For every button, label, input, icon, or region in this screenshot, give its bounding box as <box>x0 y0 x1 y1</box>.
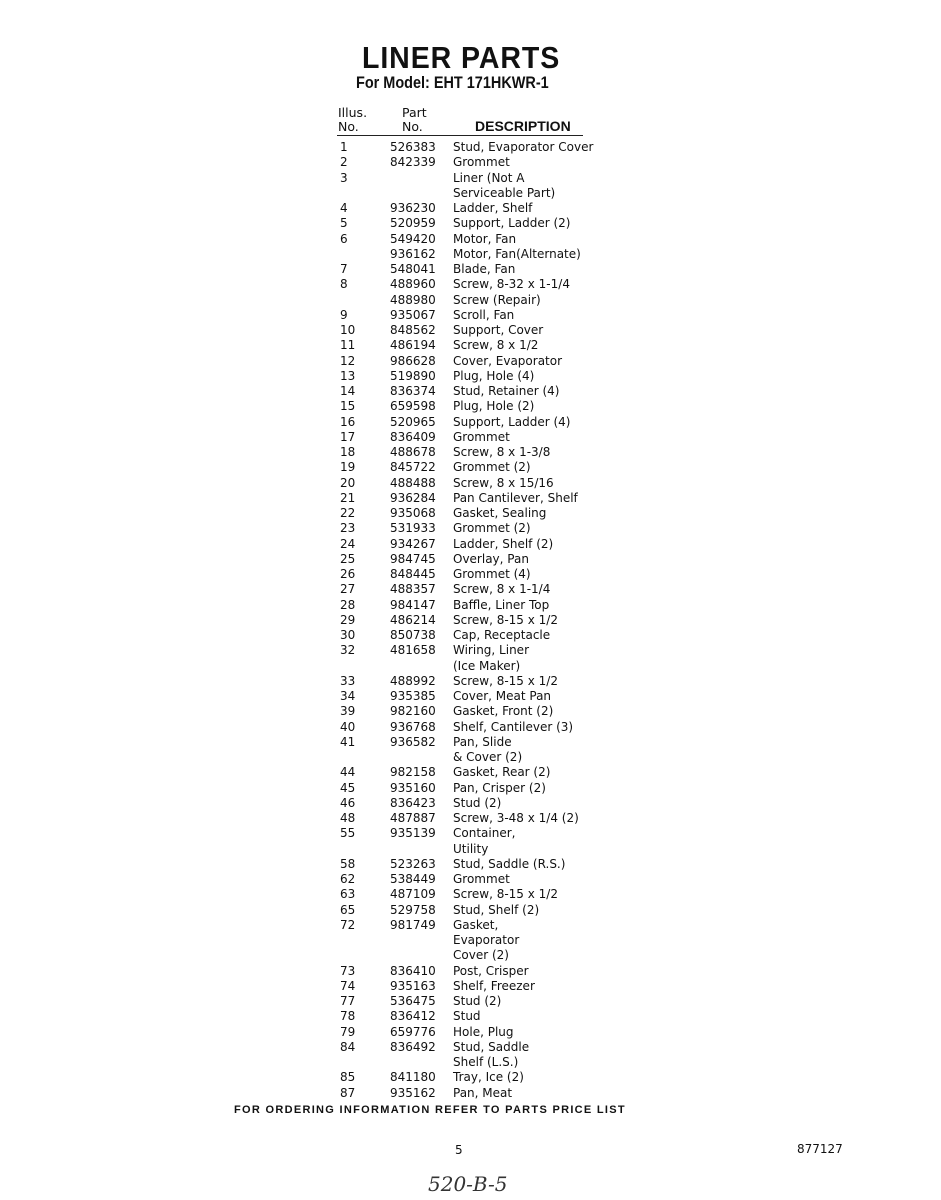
description: Post, Crisper <box>453 963 529 978</box>
table-row <box>0 826 941 857</box>
part-no: 488960 <box>390 277 436 292</box>
part-no: 488980 <box>390 292 436 307</box>
illus-no: 16 <box>340 414 356 429</box>
table-row <box>0 247 941 262</box>
part-no: 836412 <box>390 1009 436 1024</box>
illus-no: 62 <box>340 872 356 886</box>
illus-no: 32 <box>340 643 356 658</box>
part-no: 841180 <box>390 1070 436 1085</box>
table-row <box>0 918 941 964</box>
ordering-footer: FOR ORDERING INFORMATION REFER TO PARTS PRICE LIST <box>234 1104 626 1116</box>
part-no: 520965 <box>390 414 436 429</box>
table-row <box>0 567 941 582</box>
illus-no: 24 <box>340 536 356 551</box>
description: Pan, Crisper (2) <box>453 780 546 795</box>
table-row <box>0 506 941 521</box>
illus-no: 26 <box>340 567 356 581</box>
table-row <box>0 216 941 231</box>
part-no: 519890 <box>390 368 436 383</box>
illus-no: 84 <box>340 1039 356 1054</box>
table-row <box>0 598 941 613</box>
part-no: 934267 <box>390 536 436 551</box>
illus-no: 17 <box>340 429 356 444</box>
part-no: 935139 <box>390 826 436 841</box>
illus-no: 39 <box>340 704 356 719</box>
illus-no: 14 <box>340 384 356 398</box>
illus-no: 10 <box>340 323 356 337</box>
illus-no: 3 <box>340 170 348 185</box>
table-row <box>0 628 941 643</box>
illus-no: 18 <box>340 445 356 459</box>
part-no: 936162 <box>390 246 436 261</box>
part-no: 936230 <box>390 201 436 215</box>
illus-no: 27 <box>340 582 356 597</box>
illus-no: 33 <box>340 673 356 688</box>
illus-no: 65 <box>340 902 356 917</box>
table-row <box>0 613 941 628</box>
part-no: 549420 <box>390 231 436 246</box>
part-no: 538449 <box>390 872 436 886</box>
description: Grommet <box>453 872 510 886</box>
part-no: 836410 <box>390 963 436 978</box>
part-no: 936284 <box>390 490 436 505</box>
illus-no: 58 <box>340 856 356 871</box>
table-row <box>0 704 941 719</box>
part-no: 520959 <box>390 216 436 231</box>
illus-no: 87 <box>340 1085 356 1100</box>
part-no: 935068 <box>390 506 436 520</box>
description: Stud, Evaporator Cover <box>453 140 594 154</box>
table-row <box>0 643 941 674</box>
illus-no: 28 <box>340 597 356 612</box>
header-part-line2: No. <box>402 119 423 134</box>
table-row <box>0 140 941 155</box>
illus-no: 4 <box>340 201 348 215</box>
description: Support, Cover <box>453 323 544 337</box>
description: Container, Utility <box>453 826 516 856</box>
table-row <box>0 262 941 277</box>
illus-no: 77 <box>340 994 356 1008</box>
part-no: 936768 <box>390 719 436 734</box>
table-row <box>0 781 941 796</box>
description: Plug, Hole (4) <box>453 368 535 383</box>
part-no: 935385 <box>390 689 436 703</box>
description: Gasket, Sealing <box>453 506 547 520</box>
illus-no: 23 <box>340 521 356 536</box>
handwritten-note: 520-B-5 <box>428 1172 508 1196</box>
description: Gasket, Rear (2) <box>453 765 551 780</box>
part-no: 481658 <box>390 643 436 658</box>
illus-no: 20 <box>340 475 356 490</box>
description: Cap, Receptacle <box>453 628 551 642</box>
illus-no: 21 <box>340 490 356 505</box>
illus-no: 1 <box>340 140 348 154</box>
table-row <box>0 537 941 552</box>
description: Grommet (2) <box>453 460 531 475</box>
illus-no: 11 <box>340 338 356 353</box>
table-row <box>0 582 941 597</box>
table-row <box>0 460 941 475</box>
part-no: 935160 <box>390 780 436 795</box>
description: Overlay, Pan <box>453 551 529 566</box>
table-row <box>0 903 941 918</box>
description: Tray, Ice (2) <box>453 1070 524 1085</box>
part-no: 986628 <box>390 353 436 368</box>
description: Ladder, Shelf (2) <box>453 536 554 551</box>
table-row <box>0 369 941 384</box>
description: Cover, Meat Pan <box>453 689 552 703</box>
table-row <box>0 735 941 766</box>
part-no: 845722 <box>390 460 436 475</box>
document-number: 877127 <box>797 1142 843 1156</box>
illus-no: 6 <box>340 231 348 246</box>
description: Ladder, Shelf <box>453 201 533 215</box>
illus-no: 34 <box>340 689 356 703</box>
part-no: 836409 <box>390 429 436 444</box>
table-row <box>0 674 941 689</box>
header-description: DESCRIPTION <box>475 118 571 134</box>
table-row <box>0 201 941 216</box>
part-no: 836423 <box>390 795 436 810</box>
part-no: 848445 <box>390 567 436 581</box>
description: Pan, Slide & Cover (2) <box>453 734 523 764</box>
description: Stud (2) <box>453 795 502 810</box>
description: Hole, Plug <box>453 1024 514 1039</box>
part-no: 531933 <box>390 521 436 536</box>
description: Shelf, Cantilever (3) <box>453 719 574 734</box>
part-no: 836374 <box>390 384 436 398</box>
table-row <box>0 430 941 445</box>
illus-no: 46 <box>340 795 356 810</box>
description: Stud, Saddle Shelf (L.S.) <box>453 1039 530 1069</box>
table-row <box>0 277 941 292</box>
table-row <box>0 308 941 323</box>
table-row <box>0 521 941 536</box>
table-row <box>0 1009 941 1024</box>
description: Grommet (2) <box>453 521 531 536</box>
table-row <box>0 994 941 1009</box>
model-subtitle: For Model: EHT 171HKWR-1 <box>356 73 549 92</box>
table-row <box>0 552 941 567</box>
description: Stud, Saddle (R.S.) <box>453 856 566 871</box>
description: Pan Cantilever, Shelf <box>453 490 578 505</box>
table-row <box>0 476 941 491</box>
description: Pan, Meat <box>453 1085 513 1100</box>
part-no: 548041 <box>390 262 436 276</box>
table-row <box>0 811 941 826</box>
parts-table <box>0 140 941 1101</box>
description: Stud <box>453 1009 481 1024</box>
description: Screw, 8-15 x 1/2 <box>453 887 558 902</box>
table-row <box>0 887 941 902</box>
description: Screw, 8-15 x 1/2 <box>453 612 558 627</box>
description: Screw, 3-48 x 1/4 (2) <box>453 811 579 825</box>
part-no: 487109 <box>390 887 436 902</box>
part-no: 982160 <box>390 704 436 719</box>
illus-no: 44 <box>340 765 356 780</box>
illus-no: 73 <box>340 963 356 978</box>
table-row <box>0 1040 941 1071</box>
table-row <box>0 232 941 247</box>
illus-no: 9 <box>340 307 348 322</box>
part-no: 488488 <box>390 475 436 490</box>
description: Wiring, Liner (Ice Maker) <box>453 643 529 673</box>
part-no: 981749 <box>390 917 436 932</box>
part-no: 488357 <box>390 582 436 597</box>
table-row <box>0 445 941 460</box>
description: Screw, 8 x 1-3/8 <box>453 445 551 459</box>
part-no: 486214 <box>390 612 436 627</box>
header-illus <box>338 106 367 134</box>
description: Grommet (4) <box>453 567 531 581</box>
part-no: 486194 <box>390 338 436 353</box>
table-row <box>0 872 941 887</box>
page-number: 5 <box>455 1143 463 1157</box>
part-no: 984147 <box>390 597 436 612</box>
part-no: 984745 <box>390 551 436 566</box>
part-no: 536475 <box>390 994 436 1008</box>
table-row <box>0 1025 941 1040</box>
part-no: 982158 <box>390 765 436 780</box>
part-no: 523263 <box>390 856 436 871</box>
illus-no: 5 <box>340 216 348 231</box>
illus-no: 72 <box>340 917 356 932</box>
table-row <box>0 979 941 994</box>
header-part <box>402 106 427 134</box>
illus-no: 30 <box>340 628 356 642</box>
illus-no: 41 <box>340 734 356 749</box>
description: Liner (Not A Serviceable Part) <box>453 170 556 200</box>
description: Plug, Hole (2) <box>453 399 535 414</box>
description: Motor, Fan(Alternate) <box>453 246 581 261</box>
table-row <box>0 415 941 430</box>
description: Baffle, Liner Top <box>453 597 550 612</box>
table-row <box>0 293 941 308</box>
header-illus-line2: No. <box>338 119 359 134</box>
table-row <box>0 354 941 369</box>
illus-no: 2 <box>340 155 348 170</box>
description: Grommet <box>453 429 510 444</box>
table-row <box>0 171 941 202</box>
description: Screw, 8 x 1-1/4 <box>453 582 551 597</box>
part-no: 842339 <box>390 155 436 170</box>
part-no: 659776 <box>390 1024 436 1039</box>
description: Cover, Evaporator <box>453 353 563 368</box>
illus-no: 63 <box>340 887 356 902</box>
part-no: 935067 <box>390 307 436 322</box>
illus-no: 12 <box>340 353 356 368</box>
table-row <box>0 765 941 780</box>
table-row <box>0 689 941 704</box>
description: Screw (Repair) <box>453 292 541 307</box>
table-row <box>0 1086 941 1101</box>
description: Grommet <box>453 155 510 170</box>
header-part-line1: Part <box>402 105 427 120</box>
description: Stud, Retainer (4) <box>453 384 560 398</box>
page-title: LINER PARTS <box>362 40 561 75</box>
part-no: 850738 <box>390 628 436 642</box>
part-no: 936582 <box>390 734 436 749</box>
illus-no: 29 <box>340 612 356 627</box>
description: Scroll, Fan <box>453 307 515 322</box>
description: Support, Ladder (4) <box>453 414 571 429</box>
illus-no: 78 <box>340 1009 356 1024</box>
part-no: 935162 <box>390 1085 436 1100</box>
table-row <box>0 1070 941 1085</box>
description: Blade, Fan <box>453 262 516 276</box>
part-no: 529758 <box>390 902 436 917</box>
part-no: 935163 <box>390 978 436 993</box>
part-no: 487887 <box>390 811 436 825</box>
illus-no: 55 <box>340 826 356 841</box>
part-no: 848562 <box>390 323 436 337</box>
description: Gasket, Evaporator Cover (2) <box>453 917 520 963</box>
part-no: 488992 <box>390 673 436 688</box>
description: Screw, 8-15 x 1/2 <box>453 673 558 688</box>
illus-no: 79 <box>340 1024 356 1039</box>
part-no: 836492 <box>390 1039 436 1054</box>
illus-no: 7 <box>340 262 348 276</box>
table-row <box>0 155 941 170</box>
illus-no: 19 <box>340 460 356 475</box>
table-row <box>0 384 941 399</box>
illus-no: 74 <box>340 978 356 993</box>
description: Screw, 8 x 15/16 <box>453 475 554 490</box>
description: Support, Ladder (2) <box>453 216 571 231</box>
illus-no: 13 <box>340 368 356 383</box>
table-row <box>0 857 941 872</box>
part-no: 659598 <box>390 399 436 414</box>
table-row <box>0 399 941 414</box>
illus-no: 25 <box>340 551 356 566</box>
description: Screw, 8-32 x 1-1/4 <box>453 277 570 292</box>
illus-no: 48 <box>340 811 356 825</box>
table-row <box>0 491 941 506</box>
description: Stud, Shelf (2) <box>453 902 540 917</box>
illus-no: 45 <box>340 780 356 795</box>
table-row <box>0 720 941 735</box>
table-row <box>0 796 941 811</box>
part-no: 526383 <box>390 140 436 154</box>
description: Screw, 8 x 1/2 <box>453 338 539 353</box>
illus-no: 22 <box>340 506 356 520</box>
illus-no: 15 <box>340 399 356 414</box>
description: Shelf, Freezer <box>453 978 535 993</box>
illus-no: 40 <box>340 719 356 734</box>
table-row <box>0 964 941 979</box>
description: Motor, Fan <box>453 231 517 246</box>
part-no: 488678 <box>390 445 436 459</box>
header-rule <box>337 135 583 136</box>
header-illus-line1: Illus. <box>338 105 368 120</box>
table-row <box>0 323 941 338</box>
illus-no: 8 <box>340 277 348 292</box>
description: Stud (2) <box>453 994 502 1008</box>
table-row <box>0 338 941 353</box>
description: Gasket, Front (2) <box>453 704 554 719</box>
illus-no: 85 <box>340 1070 356 1085</box>
